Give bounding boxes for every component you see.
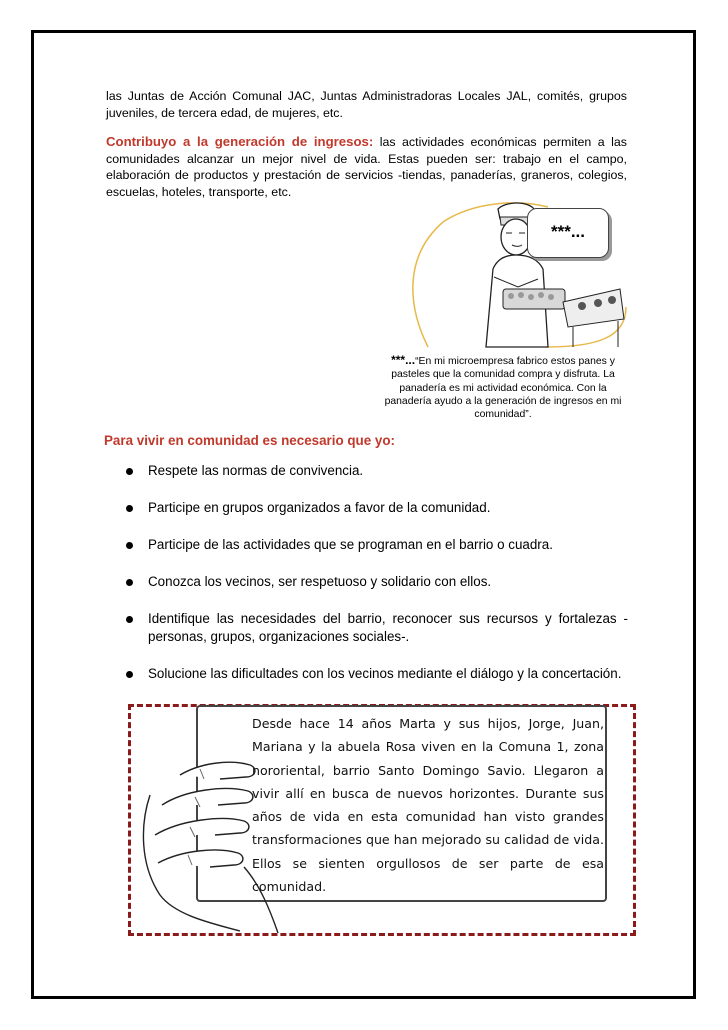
bullet-icon (126, 505, 133, 512)
list-item: Identifique las necesidades del barrio, reconocer sus recursos y fortalezas -personas, grupos, organizaciones sociales-. (126, 610, 628, 646)
intro-paragraph: las Juntas de Acción Comunal JAC, Juntas Administradoras Locales JAL, comités, grupos juveniles, de tercera edad, de mujeres, etc. (106, 89, 627, 120)
list-item: Participe en grupos organizados a favor de la comunidad. (126, 499, 628, 517)
income-body: las actividades económicas permiten a las comunidades alcanzar un mejor nivel de vida. Estas pueden ser: trabajo en el campo, elaboración de productos y prestación de servicios -tiendas, panaderías, graneros, colegios, escuelas, hoteles, transporte, etc. (106, 135, 627, 199)
income-heading: Contribuyo a la generación de ingresos: (106, 134, 374, 149)
bullet-icon (126, 616, 133, 623)
list-item: Solucione las dificultades con los vecinos mediante el diálogo y la concertación. (126, 665, 628, 683)
list-item: Participe de las actividades que se programan en el barrio o cuadra. (126, 536, 628, 554)
caption-text: “En mi microempresa fabrico estos panes y pasteles que la comunidad compra y disfruta. La panadería es mi actividad económica. Con la panadería ayudo a la generación de ingresos en mi comunidad”. (384, 356, 622, 421)
bullet-icon (126, 579, 133, 586)
story-text: Desde hace 14 años Marta y sus hijos, Jorge, Juan, Mariana y la abuela Rosa viven en la Comuna 1, zona nororiental, barrio Santo Domingo Savio. Llegaron a vivir allí en busca de nuevos horizontes. Durante sus años de vida en esta comunidad han visto grandes transformaciones que han mejorado su calidad de vida. Ellos se sienten orgullosos de ser parte de esa comunidad. (252, 716, 604, 895)
list-item: Conozca los vecinos, ser respetuoso y solidario con ellos. (126, 573, 628, 591)
requirements-list (126, 462, 628, 683)
speech-bubble: ***... (527, 208, 609, 258)
income-paragraph (106, 134, 627, 200)
bullet-icon (126, 468, 133, 475)
bullet-icon (126, 671, 133, 678)
caption-stars: ***... (391, 353, 416, 367)
list-item: Respete las normas de convivencia. (126, 462, 628, 480)
section-heading: Para vivir en comunidad es necesario que yo: (104, 433, 395, 448)
bullet-icon (126, 542, 133, 549)
baker-caption (378, 354, 628, 421)
